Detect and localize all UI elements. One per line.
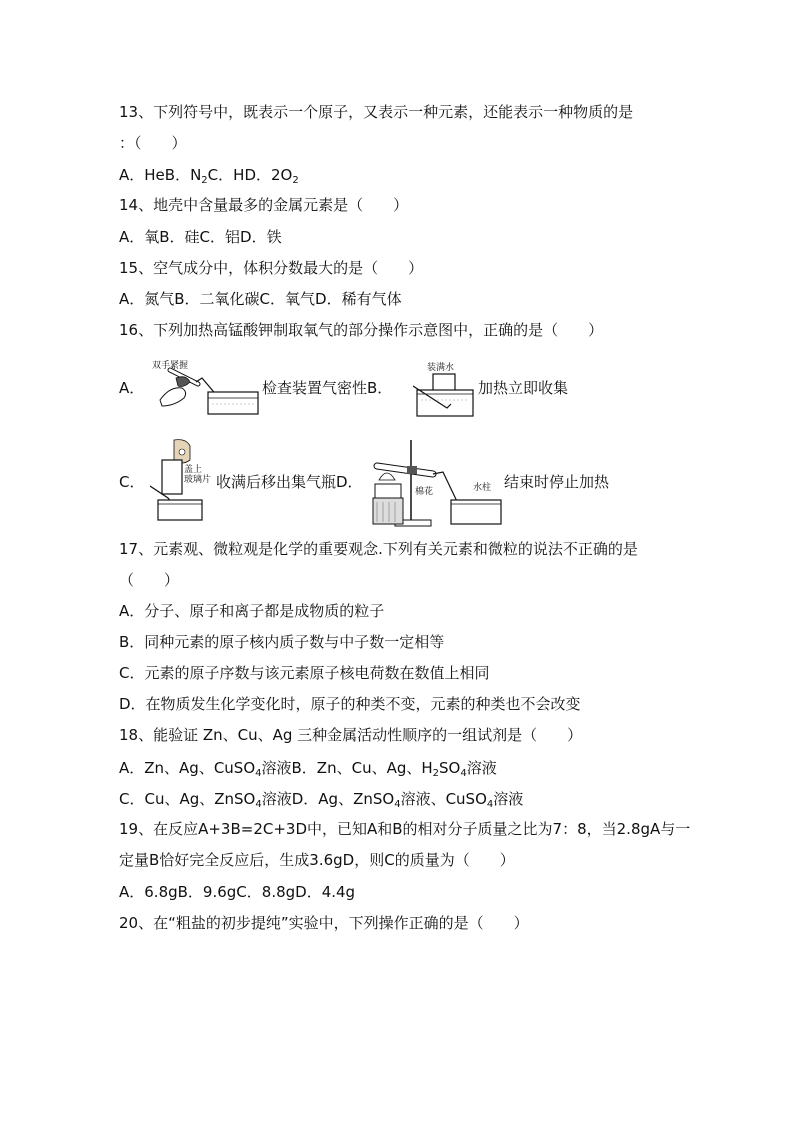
- q18-line2-c-sub: 4: [486, 799, 494, 810]
- q13-options: [119, 165, 299, 185]
- q17-option-d: D．在物质发生化学变化时，原子的种类不变，元素的种类也不会改变: [119, 695, 581, 713]
- q16-option-a-text: 检查装置气密性B．: [262, 379, 393, 397]
- fig-c-label-1: 盖上: [184, 465, 203, 475]
- q13-option-d: D．2O: [244, 166, 293, 184]
- q18-line1-c-sub: 4: [460, 768, 467, 779]
- q13-option-d-subscript: 2: [292, 175, 299, 186]
- q14-stem: 14、地壳中含量最多的金属元素是（ ）: [119, 196, 409, 214]
- q18-line1-d: 溶液: [466, 759, 497, 777]
- q18-line2-b-sub: 4: [394, 799, 401, 810]
- q16-option-b-text: 加热立即收集: [478, 379, 569, 397]
- q16-option-a-letter: A．: [119, 379, 145, 397]
- q18-line1-b-sub: 2: [432, 768, 440, 779]
- q13-option-a: A．He: [119, 166, 165, 184]
- q16-option-c-letter: C．: [119, 473, 145, 491]
- q18-line2-d: 溶液: [493, 790, 524, 808]
- q17-stem: 17、元素观、微粒观是化学的重要观念.下列有关元素和微粒的说法不正确的是: [119, 540, 638, 558]
- q19-stem-continued: 定量B恰好完全反应后，生成3.6gD，则C的质量为（ ）: [119, 851, 515, 869]
- q16-stem: 16、下列加热高锰酸钾制取氧气的部分操作示意图中，正确的是（ ）: [119, 321, 604, 339]
- q15-stem: 15、空气成分中，体积分数最大的是（ ）: [119, 259, 424, 277]
- q18-options-line-2: [119, 789, 523, 809]
- q18-line1-a: A．Zn、Ag、CuSO: [119, 759, 256, 777]
- q18-line1-b: 溶液B．Zn、Cu、Ag、H: [261, 759, 433, 777]
- q17-stem-continued: （ ）: [119, 571, 180, 589]
- fig-d-label-1: 棉花: [415, 487, 434, 497]
- q13-option-b: B．N: [164, 166, 202, 184]
- q18-line2-b: 溶液D．Ag、ZnSO: [261, 790, 395, 808]
- q18-line1-a-sub: 4: [255, 768, 262, 779]
- q13-stem-continued: ：（ ）: [119, 134, 187, 152]
- fig-c-label-2: 玻璃片: [184, 475, 212, 485]
- fig-check-airtightness: [150, 358, 262, 418]
- fig-b-label: 装满水: [427, 363, 455, 373]
- q18-line2-a-sub: 4: [255, 799, 262, 810]
- q18-line2-c: 溶液、CuSO: [400, 790, 487, 808]
- q15-options: A．氮气B．二氧化碳C．氧气D．稀有气体: [119, 290, 402, 308]
- q17-option-a: A．分子、原子和离子都是成物质的粒子: [119, 602, 385, 620]
- q17-option-c: C．元素的原子序数与该元素原子核电荷数在数值上相同: [119, 664, 490, 682]
- q14-options: A．氧B．硅C．铝D．铁: [119, 228, 282, 246]
- q18-stem: 18、能验证 Zn、Cu、Ag 三种金属活动性顺序的一组试剂是（ ）: [119, 726, 583, 744]
- q20-stem: 20、在“粗盐的初步提纯”实验中，下列操作正确的是（ ）: [119, 914, 529, 932]
- q16-option-d-text: 结束时停止加热: [504, 473, 610, 491]
- q13-stem: 13、下列符号中，既表示一个原子，又表示一种元素，还能表示一种物质的是: [119, 103, 634, 121]
- q18-options-line-1: [119, 758, 497, 778]
- q19-stem: 19、在反应A+3B=2C+3D中，已知A和B的相对分子质量之比为7：8，当2.8gA与一: [119, 820, 691, 838]
- q17-option-b: B．同种元素的原子核内质子数与中子数一定相等: [119, 633, 445, 651]
- fig-d-label-2: 水柱: [473, 483, 492, 493]
- fig-stop-heating: [367, 436, 503, 528]
- fig-heat-then-collect: [413, 360, 477, 418]
- fig-remove-bottle: [150, 438, 214, 524]
- q13-option-c: C．H: [207, 166, 245, 184]
- q13-option-b-subscript: 2: [201, 175, 208, 186]
- fig-a-label: 双手紧握: [152, 361, 189, 371]
- q18-line2-a: C．Cu、Ag、ZnSO: [119, 790, 256, 808]
- q16-option-c-text: 收满后移出集气瓶D．: [216, 473, 363, 491]
- q18-line1-c: SO: [439, 759, 461, 777]
- q19-options: A．6.8gB．9.6gC．8.8gD．4.4g: [119, 883, 356, 901]
